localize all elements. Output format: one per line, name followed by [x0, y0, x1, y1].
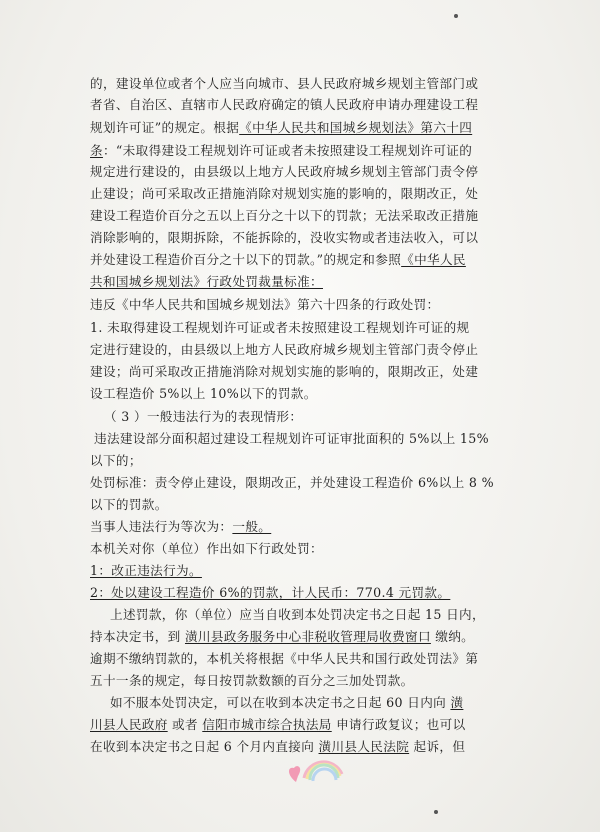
text-segment: 或者: [167, 717, 203, 732]
text-line: [90, 274, 323, 290]
text-segment: 定进行建设的，由县级以上地方人民政府城乡规划主管部门责令停止: [90, 342, 479, 357]
text-line: [90, 651, 478, 667]
text-segment: 者省、自治区、直辖市人民政府确定的镇人民政府申请办理建设工程: [90, 97, 479, 112]
text-line: [90, 497, 168, 513]
text-segment: 建设；尚可采取改正措施消除对规划实施的影响的，限期改正，处建: [90, 364, 479, 379]
text-line: [90, 673, 414, 689]
text-segment: 规划许可证”的规定。根据: [90, 120, 240, 135]
underlined-text: 条: [90, 143, 103, 158]
text-line: [90, 386, 317, 402]
rainbow-heart-icon: [284, 752, 344, 786]
underlined-text: 《中华人民共和国城乡规划法》第六十四: [239, 120, 473, 135]
underlined-text: 1：改正违法行为。: [90, 563, 202, 578]
text-segment: 处罚标准：责令停止建设，限期改正，并处建设工程造价 6%以上 8 %: [90, 475, 494, 490]
text-line: [90, 252, 466, 268]
text-segment: 本机关对你（单位）作出如下行政处罚：: [90, 541, 323, 556]
text-segment: 的，建设单位或者个人应当向城市、县人民政府城乡规划主管部门或: [90, 76, 479, 91]
text-line: [90, 629, 474, 645]
text-segment: 消除影响的，限期拆除，不能拆除的，没收实物或者违法收入，可以: [90, 230, 479, 245]
text-line: [94, 431, 489, 447]
text-segment: 当事人违法行为等次为：: [90, 519, 233, 534]
text-segment: ：“未取得建设工程规划许可证或者未按照建设工程规划许可证的: [102, 143, 473, 158]
text-line: [90, 563, 202, 579]
text-line: [90, 208, 478, 224]
text-line: [90, 143, 472, 159]
text-segment: 如不服本处罚决定，可以在收到本决定书之日起 60 日内向: [110, 695, 451, 710]
underlined-text: 潢川县人民法院: [318, 739, 410, 754]
text-segment: 规定进行建设的，由县级以上地方人民政府城乡规划主管部门责令停: [90, 164, 479, 179]
text-line: [90, 541, 323, 557]
text-segment: 违法建设部分面积超过建设工程规划许可证审批面积的 5%以上 15%: [94, 431, 489, 446]
text-line: [90, 164, 478, 180]
text-segment: 并处建设工程造价百分之十以下的罚款。”的规定和参照: [90, 252, 402, 267]
underlined-text: 2：处以建设工程造价 6%的罚款，计人民币：770.4 元罚款。: [90, 585, 451, 600]
underlined-text: 潢川县政务服务中心非税收管理局收费窗口: [184, 629, 431, 644]
text-segment: 设工程造价 5%以上 10%以下的罚款。: [90, 386, 317, 401]
text-segment: 起诉，但: [409, 739, 466, 754]
underlined-text: 潢: [450, 695, 464, 710]
text-line: [104, 409, 302, 425]
text-segment: 缴纳。: [430, 629, 475, 644]
text-segment: 五十一条的规定，每日按罚款数额的百分之三加处罚款。: [90, 673, 414, 688]
text-line: [90, 342, 478, 358]
underlined-text: 川县人民政府: [90, 717, 168, 732]
text-line: [90, 97, 478, 113]
text-segment: 申请行政复议；也可以: [331, 717, 466, 732]
text-segment: 持本决定书，到: [90, 629, 185, 644]
binding-dot: [454, 14, 458, 18]
text-line: [90, 297, 439, 313]
text-line: [110, 607, 485, 623]
text-segment: 建设工程造价百分之五以上百分之十以下的罚款；无法采取改正措施: [90, 208, 479, 223]
text-line: [90, 453, 142, 469]
text-segment: 以下的；: [90, 453, 142, 468]
text-segment: 在收到本决定书之日起 6 个月内直接向: [90, 739, 319, 754]
text-line: [110, 695, 463, 711]
text-segment: （ 3 ）一般违法行为的表现情形：: [104, 409, 303, 424]
text-segment: 违反《中华人民共和国城乡规划法》第六十四条的行政处罚：: [90, 297, 440, 312]
text-line: [90, 186, 478, 202]
underlined-text: 《中华人民: [401, 252, 466, 267]
underlined-text: 共和国城乡规划法》行政处罚裁量标准：: [90, 274, 323, 289]
text-segment: 逾期不缴纳罚款的，本机关将根据《中华人民共和国行政处罚法》第: [90, 651, 479, 666]
text-segment: 止建设；尚可采取改正措施消除对规划实施的影响的，限期改正，处: [90, 186, 479, 201]
binding-dot: [434, 810, 438, 814]
underlined-text: 信阳市城市综合执法局: [202, 717, 332, 732]
underlined-text: 一般。: [232, 519, 272, 534]
text-line: [90, 585, 450, 601]
text-line: [90, 717, 466, 733]
text-line: [90, 230, 478, 246]
text-line: [90, 739, 465, 755]
text-line: [90, 320, 470, 336]
text-line: [90, 76, 478, 92]
text-line: [90, 475, 494, 491]
text-segment: 上述罚款，你（单位）应当自收到本处罚决定书之日起 15 日内，: [110, 607, 485, 622]
text-line: [90, 519, 271, 535]
text-segment: 以下的罚款。: [90, 497, 168, 512]
text-line: [90, 364, 478, 380]
text-segment: 1. 未取得建设工程规划许可证或者未按照建设工程规划许可证的规: [90, 320, 470, 335]
text-line: [90, 120, 472, 136]
